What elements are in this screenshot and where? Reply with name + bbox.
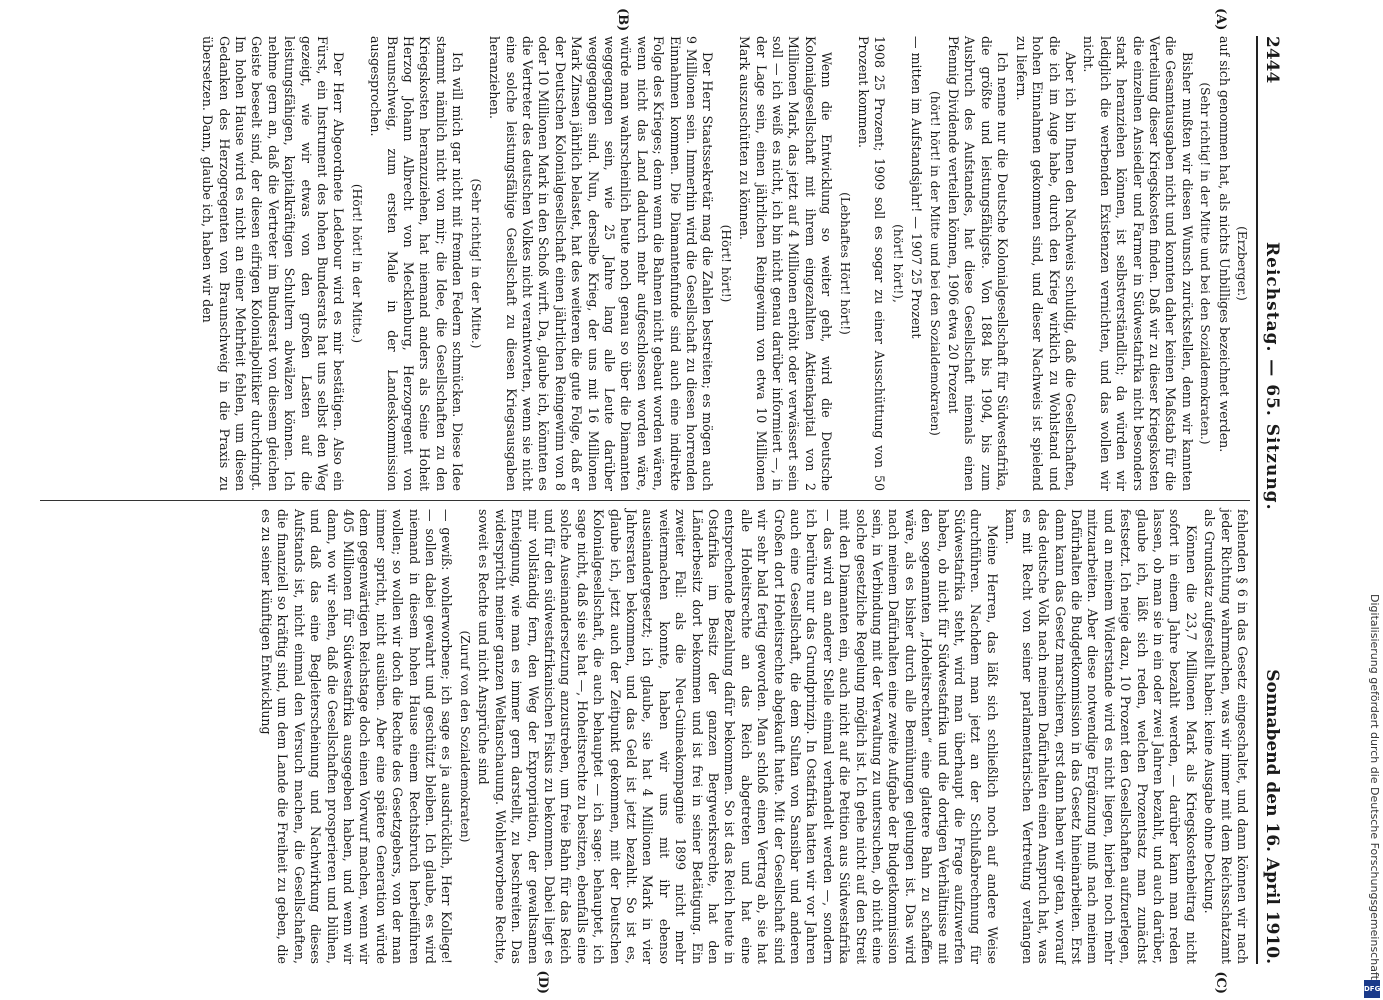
interjection: (Hört! hört!)	[718, 224, 733, 303]
page-number: 2444	[1262, 36, 1282, 84]
margin-marker-a: (A)	[1213, 8, 1228, 31]
paragraph: fehlenden § 6 in das Gesetz eingeschaltet, und dann können wir nach jeder Richtung wahrmachen, was wir immer mit dem Reichsschatzamt als Grundsatz aufgestellt haben: keine Ausgabe ohne Deckung.	[1202, 509, 1250, 964]
paragraph: Ich will mich gar nicht mit fremden Federn schmücken. Diese Idee stammt nämlich nicht von mir; die Idee, die Gesellschaften zu den Kriegskosten heranzuziehen, hat niemand anders als Seine Hoheit Herzog Johann Albrecht von Mecklenburg, Herzogregent von Braunschweig, zum ersten Male in der Landeskommission ausgesprochen.	[368, 36, 466, 491]
interjection: (Lebhaftes Hört! hört!)	[837, 192, 852, 335]
paragraph: Aber ich bin Ihnen den Nachweis schuldig, daß die Gesellschaften, die ich im Auge habe, durch den Krieg wirklich zu Wohlstand und hohen Einnahmen gekommen sind, und dieser Nachweis ist spielend zu liefern.	[1013, 36, 1078, 491]
paragraph: Können die 23,7 Millionen Mark als Kriegskostenbeitrag nicht sofort in einem Jahre bezahlt werden, — darüber kann man reden lassen, ob man sie in ein oder zwei Jahren bezahlt, und auch darüber, glaube ich, läßt sich reden, welchen Prozentsatz man zunächst festsetzt. Ich neige dazu, 10 Prozent den Gesellschaften aufzuerlegen, und an meinem Widerstande wird es nicht liegen, hierbei noch mehr mitzuarbeiten. Aber diese notwendige Ergänzung muß nach meinem Dafürhalten die Budgetkommission in das Gesetz hineinarbeiten. Erst dann kann das Gesetz marschieren, erst dann haben wir getan, worauf das deutsche Volk nach meinem Dafürhalten einen Anspruch hat, was es mit Recht von seiner parlamentarischen Vertretung verlangen kann.	[1003, 509, 1199, 964]
paragraph: — gewiß: wohlerworbene; ich sage es ja ausdrücklich, Herr Kollege! — sollen dabei gewahrt und geschützt bleiben. Ich glaube, es wird niemand in diesem hohen Hause einem Rechtsbruch herbeiführen wollen; so wollen wir doch die Rechte des Gesetzgebers, von der man immer spricht, nicht ausüben. Aber eine spätere Generation würde dem gegenwärtigen Reichstage doch einen Vorwurf machen, wenn wir 405 Millionen für Südwestafrika ausgegeben haben, und wenn wir dann, wo wir sehen, daß die Gesellschaften prosperieren und blühen, und daß das eine Begleiterscheinung und Nachwirkung dieses Aufstands ist, nicht einmal den Versuch machen, die Gesellschaften, die finanziell so kräftig sind, um dem Lande die Freiheit zu geben, die es zu seiner künftigen Entwicklung	[259, 509, 455, 964]
interjection: (Sehr richtig! in der Mitte.)	[468, 178, 483, 349]
interjection: (hört! hört! in der Mitte und bei den Sozialdemokraten)	[927, 91, 942, 436]
margin-marker-c: (C)	[1213, 971, 1228, 994]
page-title: Reichstag. — 65. Sitzung.	[1262, 242, 1282, 511]
page-date: Sonnabend den 16. April 1910.	[1262, 669, 1282, 964]
interjection: (hört! hört!),	[890, 224, 905, 303]
column-divider	[40, 500, 1250, 501]
right-column	[40, 509, 1250, 994]
paragraph: Wenn die Entwicklung so weiter geht, wird die Deutsche Kolonialgesellschaft mit ihrem eingezahlten Aktienkapital von 2 Millionen Mark, das jetzt auf 4 Millionen erhöht oder verwässert sein soll — ich weiß es nicht, ich bin nicht genau darüber informiert —, in der Lage sein, einen jährlichen Reingewinn von etwa 10 Millionen Mark auszuschütten zu können.	[737, 36, 835, 491]
paragraph: Bisher mußten wir diesen Wunsch zurückstellen, denn wir kannten die Gesamtausgaben nicht und konnten daher keinen Maßstab für die Verteilung dieser Kriegskosten finden. Daß wir zu dieser Kriegskosten die einzelnen Ansiedler und Farmer in Südwestafrika nicht besonders stark heranziehen können, ist selbstverständlich; da würden wir lediglich die werbenden Existenzen vernichten, und das wollen wir nicht.	[1081, 36, 1195, 491]
paragraph: Ich nenne nur die Deutsche Kolonialgesellschaft für Südwestafrika, die größte und leistungsfähigste. Von 1884 bis 1904, bis zum Ausbruch des Aufstandes, hat diese Gesellschaft niemals einen Pfennig Dividende verteilen können, 1906 etwa 20 Prozent	[946, 36, 1011, 491]
margin-marker-b: (B)	[615, 8, 630, 32]
paragraph: auf sich genommen hat, als nichts Unbilliges bezeichnet werden.	[1216, 36, 1232, 453]
margin-marker-d: (D)	[535, 970, 550, 994]
paragraph: Der Herr Staatssekretär mag die Zahlen bestreiten; es mögen auch 9 Millionen sein. Immerhin wird die Gesellschaft zu diesen horrenden Einnahmen kommen. Die Diamantenfunde sind auch eine indirekte Folge des Krieges; denn wenn die Bahnen nicht gebaut worden wären, wenn nicht das Land dadurch mehr aufgeschlossen worden wäre, würde man wahrscheinlich heute noch genau so über die Diamanten weggegangen sein, wie 25 Jahre lang alle Leute darüber weggegangen sind. Nun, derselbe Krieg, der uns mit 16 Millionen Mark Zinsen jährlich belastet, hat des weiteren die gute Folge, daß er der Deutschen Kolonialgesellschaft einen jährlichen Reingewinn von 8 oder 10 Millionen Mark in den Schoß wirft. Da, glaube ich, könnten es die Vertreter des deutschen Volkes nicht verantworten, wenn sie nicht eine solche leistungsfähige Gesellschaft zu diesen Kriegsausgaben heranziehen.	[487, 36, 716, 491]
digitization-credit: Digitalisierung gefördert durch die Deutsche Forschungsgemeinschaft	[1368, 594, 1381, 980]
dfg-logo: DFG	[1364, 980, 1380, 998]
interjection: (Erzberger.)	[1235, 226, 1249, 301]
paragraph: Der Herr Abgeordnete Ledebour wird es mir bestätigen. Also ein Fürst, ein Instrument des hohen Bundesrats hat uns selbst den Weg gezeigt, wie wir etwas von den großen Lasten auf die leistungsfähigen, kapitalkräftigen Schultern abwälzen können. Ich nehme gern an, daß die Vertreter im Bundesrat von diesem gleichen Geiste beseelt sind, der diesen eifrigen Kolonialpolitiker durchdringt. Im hohen Hause wird es nicht an einer Mehrheit fehlen, um diesen Gedanken des Herzogregenten von Braunschweig in die Praxis zu übersetzen. Dann, glaube ich, haben wir den	[200, 36, 347, 491]
paragraph: — mitten im Aufstandsjahr! — 1907 25 Prozent	[909, 36, 925, 339]
left-column	[40, 8, 1250, 491]
interjection: (Hört! hört! in der Mitte.)	[349, 183, 364, 344]
paragraph: 1908 25 Prozent; 1909 soll es sogar zu einer Ausschüttung von 50 Prozent kommen.	[856, 36, 888, 491]
paragraph: Meine Herren, das läßt sich schließlich noch auf andere Weise durchführen. Nachdem man jetzt an der Schlußabrechnung für Südwestafrika steht, wird man überhaupt die Frage aufzuwerfen haben, ob nicht für Südwestafrika und die dortigen Verhältnisse mit den sogenannten „Hoheitsrechten“ eine glattere Bahn zu schaffen wäre, als es bisher durch alle Bemühungen gelungen ist. Das wird nach meinem Dafürhalten eine zweite Aufgabe der Budgetkommission sein, in Verbindung mit der Verwaltung zu untersuchen, ob nicht eine solche gesetzliche Regelung möglich ist. Ich gehe nicht auf den Streit mit den Diamanten ein, auch nicht auf die Petition aus Südwestafrika — das wird an anderer Stelle einmal verhandelt werden —, sondern ich berühre nur das Grundprinzip. In Ostafrika hatten wir vor Jahren auch eine Gesellschaft, die dem Sultan von Sansibar und anderen Großen dort Hoheitsrechte abgekauft hatte. Mit der Gesellschaft sind wir sehr bald fertig geworden. Man schloß einen Vertrag ab, sie hat alle Hoheitsrechte an das Reich abgetreten und hat eine entsprechende Bezahlung dafür bekommen. So ist das Reich heute in Ostafrika im Besitz der ganzen Bergwerksrechte, hat den Länderbesitz dort bekommen und ist frei in seiner Betätigung. Ein zweiter Fall: als die Neu-Guineakompagnie 1899 nicht mehr weitermachen konnte, haben wir uns mit ihr ebenso auseinandergesetzt; ich glaube, sie hat 4 Millionen Mark in vier Jahresraten bekommen, und das Geld ist jetzt bezahlt. So ist es, glaube ich, jetzt auch der Zeitpunkt gekommen, mit der Deutschen Kolonialgesellschaft, die auch behauptet — ich sage: behauptet, ich sage nicht, daß sie sie hat —, Hoheitsrechte zu besitzen, ebenfalls eine solche Auseinandersetzung anzustreben, um freie Bahn für das Reich und für den südwestafrikanischen Fiskus zu bekommen. Dabei liegt es mir vollständig fern, den Weg der Expropriation, der gewaltsamen Enteignung, wie man es immer gern darstellt, zu beschreiten. Das widerspricht meiner ganzen Weltanschauung. Wohlerworbene Rechte, soweit es Rechte und nicht Ansprüche sind	[476, 509, 1000, 964]
text-columns	[40, 8, 1250, 994]
interjection: (Sehr richtig! in der Mitte und bei den Sozialdemokraten.)	[1198, 82, 1213, 445]
page-header	[1256, 36, 1282, 964]
interjection: (Zuruf von den Sozialdemokraten)	[457, 630, 472, 843]
